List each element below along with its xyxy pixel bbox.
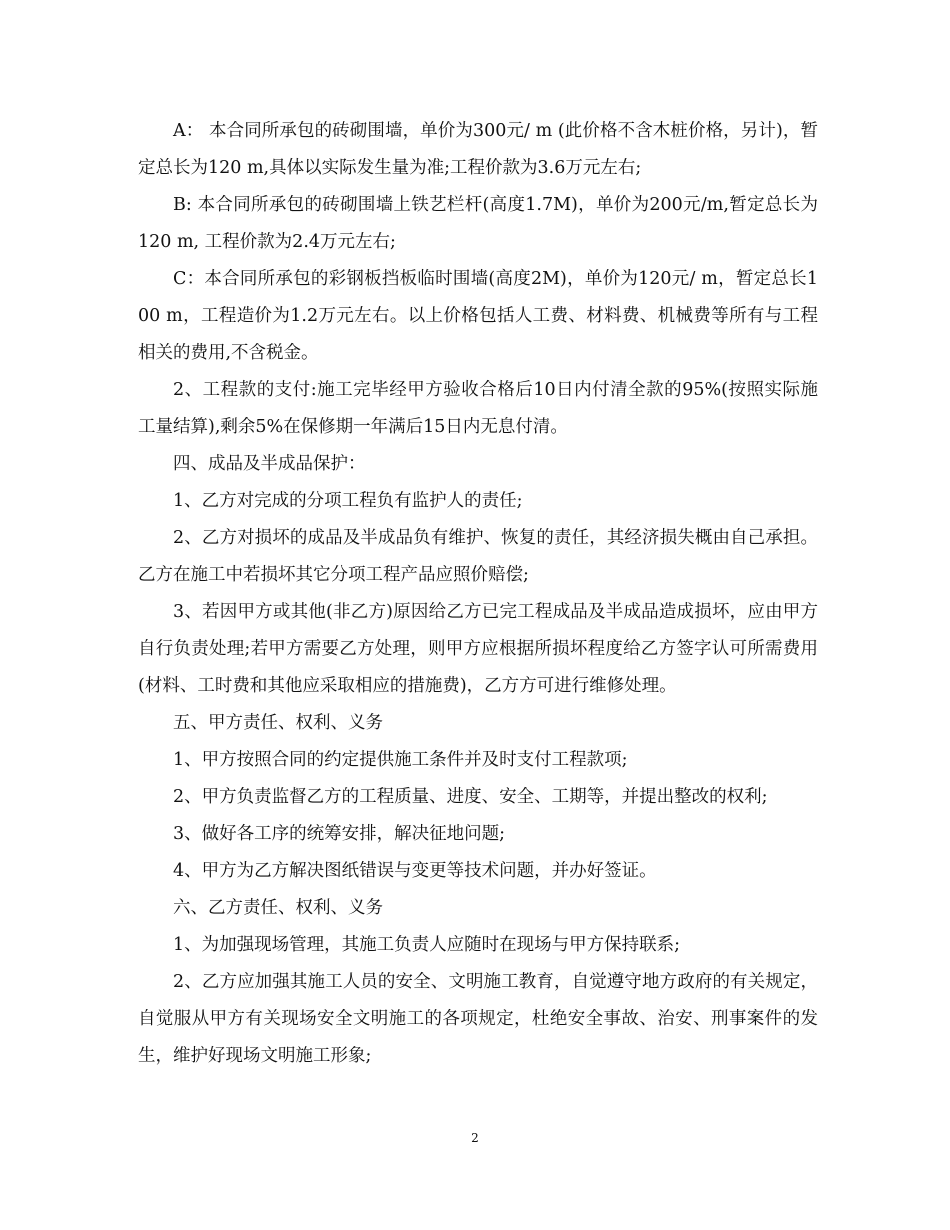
paragraph-unit-price-wall: A： 本合同所承包的砖砌围墙，单价为300元/ m (此价格不含木桩价格，另计)，暂定总长为120 m,具体以实际发生量为准;工程价款为3.6万元左右; <box>138 121 818 178</box>
paragraph-party-a-item-4: 4、甲方为乙方解决图纸错误与变更等技术问题，并办好签证。 <box>173 861 657 881</box>
paragraph-protection-item-2: 2、乙方对损坏的成品及半成品负有维护、恢复的责任，其经济损失概由自己承担。乙方在施工中若损坏其它分项工程产品应照价赔偿; <box>138 528 818 585</box>
paragraph-protection-item-3: 3、若因甲方或其他(非乙方)原因给乙方已完工程成品及半成品造成损坏，应由甲方自行负责处理;若甲方需要乙方处理，则甲方应根据所损坏程度给乙方签字认可所需费用(材料、工时费和其他应采取相应的措施费)，乙方方可进行维修处理。 <box>138 602 818 696</box>
paragraph-payment-terms: 2、工程款的支付:施工完毕经甲方验收合格后10日内付清全款的95%(按照实际施工量结算),剩余5%在保修期一年满后15日内无息付清。 <box>138 380 818 437</box>
paragraph-party-b-item-1: 1、为加强现场管理，其施工负责人应随时在现场与甲方保持联系; <box>173 935 681 955</box>
paragraph-party-b-item-2: 2、乙方应加强其施工人员的安全、文明施工教育，自觉遵守地方政府的有关规定，自觉服从甲方有关现场安全文明施工的各项规定，杜绝安全事故、治安、刑事案件的发生，维护好现场文明施工形象; <box>138 972 818 1066</box>
page-number: 2 <box>471 1131 479 1145</box>
paragraph-unit-price-railing: B: 本合同所承包的砖砌围墙上铁艺栏杆(高度1.7M)，单价为200元/m,暂定总长为120 m, 工程价款为2.4万元左右; <box>138 195 818 252</box>
section-heading-party-a: 五、甲方责任、权利、义务 <box>173 713 383 733</box>
paragraph-party-a-item-2: 2、甲方负责监督乙方的工程质量、进度、安全、工期等，并提出整改的权利; <box>173 787 768 807</box>
paragraph-protection-item-1: 1、乙方对完成的分项工程负有监护人的责任; <box>173 491 523 511</box>
paragraph-party-a-item-3: 3、做好各工序的统筹安排，解决征地问题; <box>173 824 506 844</box>
section-heading-product-protection: 四、成品及半成品保护： <box>173 454 366 474</box>
section-heading-party-b: 六、乙方责任、权利、义务 <box>173 898 383 918</box>
paragraph-party-a-item-1: 1、甲方按照合同的约定提供施工条件并及时支付工程款项; <box>173 750 628 770</box>
document-body <box>138 113 818 1075</box>
paragraph-unit-price-temporary-wall: C：本合同所承包的彩钢板挡板临时围墙(高度2M)，单价为120元/ m，暂定总长100 m，工程造价为1.2万元左右。以上价格包括人工费、材料费、机械费等所有与工程相关的费用,不含税金。 <box>138 269 818 363</box>
